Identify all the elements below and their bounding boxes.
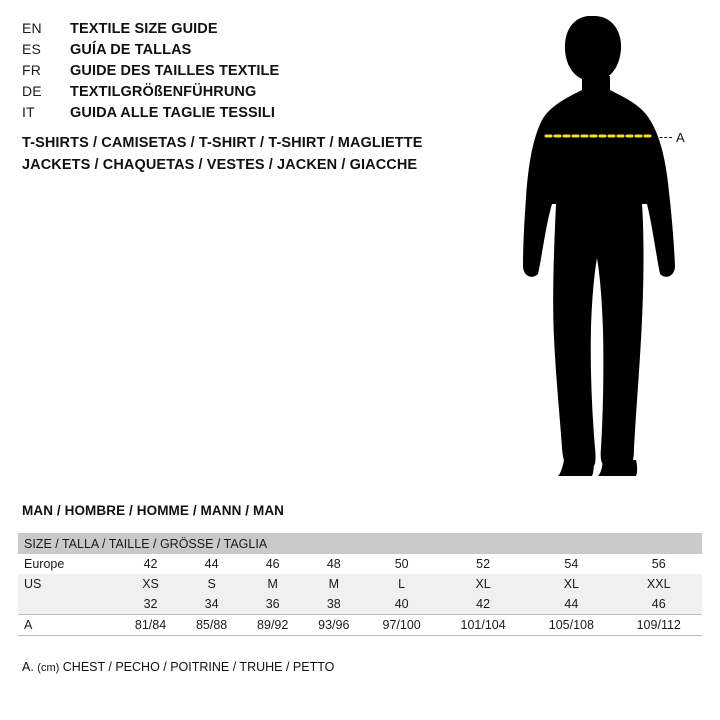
table-header-row: [18, 533, 702, 554]
language-row: [22, 62, 462, 83]
measure-label-a: A: [676, 130, 685, 145]
row-label: [18, 594, 120, 615]
language-title: GUÍA DE TALLAS: [70, 42, 192, 58]
cell: 40: [394, 597, 409, 611]
language-code: EN: [22, 20, 42, 36]
language-code: FR: [22, 62, 42, 78]
cell: 42: [143, 557, 158, 571]
row-label: A: [18, 615, 120, 636]
language-title-list: [22, 20, 462, 125]
cell: M: [267, 577, 278, 591]
garment-line-jackets: JACKETS / CHAQUETAS / VESTES / JACKEN / GIACCHE: [22, 157, 418, 173]
cell: 46: [265, 557, 280, 571]
cell: XS: [142, 577, 159, 591]
language-row: [22, 104, 462, 125]
table-header-label: SIZE / TALLA / TAILLE / GRÖSSE / TAGLIA: [24, 536, 268, 551]
row-label: Europe: [24, 557, 65, 571]
cell: 97/100: [364, 615, 439, 636]
cell: XL: [563, 577, 579, 591]
language-row: [22, 41, 462, 62]
footnote: [22, 660, 334, 674]
garment-line-tshirts: T-SHIRTS / CAMISETAS / T-SHIRT / T-SHIRT / MAGLIETTE: [22, 135, 423, 151]
table-row: [18, 594, 702, 615]
row-label: US: [24, 577, 42, 591]
cell: 109/112: [615, 615, 702, 636]
cell: 85/88: [181, 615, 242, 636]
cell: S: [207, 577, 216, 591]
language-row: [22, 20, 462, 41]
cell: 105/108: [527, 615, 615, 636]
cell: XL: [475, 577, 491, 591]
cell: 93/96: [303, 615, 364, 636]
cell: 54: [564, 557, 579, 571]
language-title: GUIDA ALLE TAGLIE TESSILI: [70, 105, 275, 121]
table-row: [18, 615, 702, 636]
footnote-letter: A.: [22, 660, 34, 674]
cell: 52: [476, 557, 491, 571]
cell: 38: [326, 597, 341, 611]
cell: 36: [265, 597, 280, 611]
language-code: ES: [22, 41, 42, 57]
language-code: IT: [22, 104, 35, 120]
cell: 32: [143, 597, 158, 611]
language-title: TEXTILGRÖßENFÜHRUNG: [70, 84, 257, 100]
size-table: [18, 533, 702, 636]
language-title: GUIDE DES TAILLES TEXTILE: [70, 63, 280, 79]
cell: 48: [326, 557, 341, 571]
footnote-text: CHEST / PECHO / POITRINE / TRUHE / PETTO: [62, 660, 335, 674]
cell: 101/104: [439, 615, 527, 636]
language-row: [22, 83, 462, 104]
table-row: [18, 554, 702, 574]
cell: 34: [204, 597, 219, 611]
cell: 46: [651, 597, 666, 611]
silhouette-body: [523, 16, 675, 476]
cell: 42: [476, 597, 491, 611]
footnote-unit: (cm): [37, 662, 60, 674]
cell: XXL: [646, 577, 671, 591]
table-section-title: MAN / HOMBRE / HOMME / MANN / MAN: [22, 503, 285, 518]
male-silhouette-figure: [470, 8, 720, 488]
garment-category-list: [22, 132, 492, 176]
measure-leader-line: [650, 137, 672, 138]
language-title: TEXTILE SIZE GUIDE: [70, 21, 218, 37]
cell: M: [328, 577, 339, 591]
cell: 44: [204, 557, 219, 571]
language-code: DE: [22, 83, 42, 99]
cell: 44: [564, 597, 579, 611]
cell: L: [398, 577, 406, 591]
cell: 56: [651, 557, 666, 571]
cell: 50: [394, 557, 409, 571]
cell: 89/92: [242, 615, 303, 636]
table-row: [18, 574, 702, 594]
cell: 81/84: [120, 615, 181, 636]
